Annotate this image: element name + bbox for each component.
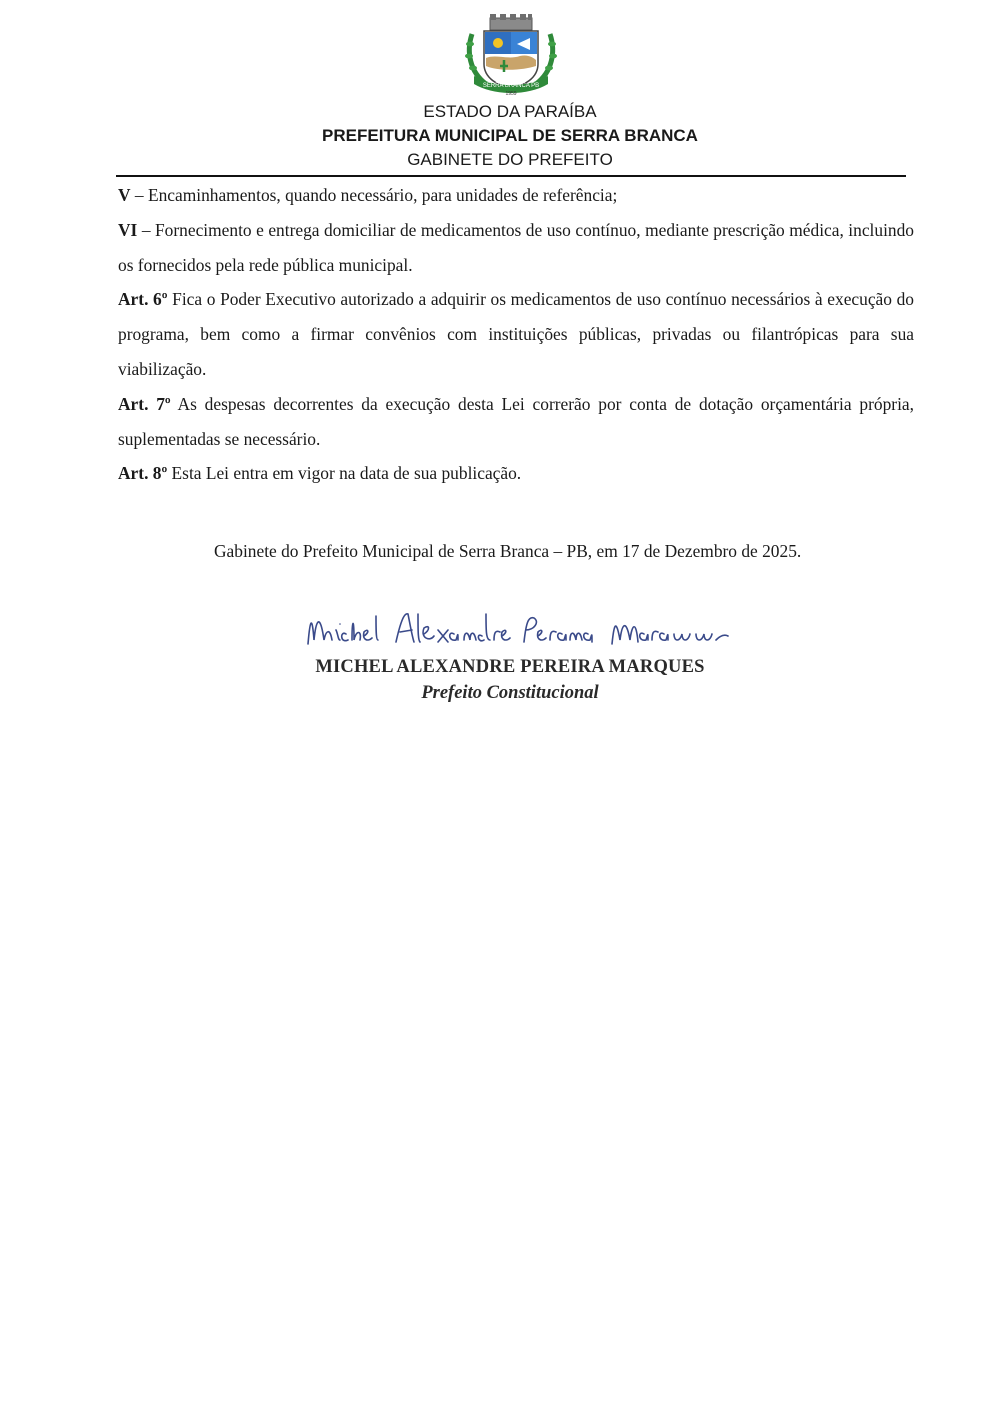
paragraph-item-vi (118, 213, 914, 283)
signatory-name: MICHEL ALEXANDRE PEREIRA MARQUES (315, 657, 705, 677)
signatory-title: Prefeito Constitucional (421, 683, 599, 703)
paragraph-lead: Art. 6º (118, 289, 168, 310)
header-prefecture: PREFEITURA MUNICIPAL DE SERRA BRANCA (322, 126, 698, 145)
paragraph-lead: VI (118, 219, 138, 240)
paragraph-item-v (118, 178, 914, 213)
paragraph-art-8 (118, 456, 914, 491)
closing-statement: Gabinete do Prefeito Municipal de Serra Branca – PB, em 17 de Dezembro de 2025. (214, 541, 802, 561)
handwritten-signature (300, 600, 740, 660)
paragraph-text: As despesas decorrentes da execução desta Lei correrão por conta de dotação orçamentária própria, suplementadas se necessário. (118, 393, 914, 449)
municipal-crest-logo (464, 14, 558, 96)
paragraph-text: – Encaminhamentos, quando necessário, para unidades de referência; (130, 185, 618, 205)
paragraph-art-7 (118, 387, 914, 457)
header-state: ESTADO DA PARAÍBA (423, 102, 597, 121)
paragraph-lead: V (118, 185, 131, 205)
document-body (118, 178, 914, 491)
crest-motto: SERRA BRANCA PB (482, 83, 540, 89)
header-divider (116, 175, 906, 177)
paragraph-art-6 (118, 282, 914, 386)
header-office: GABINETE DO PREFEITO (407, 150, 613, 169)
paragraph-text: Fica o Poder Executivo autorizado a adquirir os medicamentos de uso contínuo necessários à execução do programa, bem como a firmar convênios com instituições públicas, privadas ou filantrópicas para sua viabilização. (118, 289, 914, 379)
paragraph-lead: Art. 7º (118, 393, 171, 414)
crest-year: 1959 (505, 91, 517, 96)
paragraph-text: Esta Lei entra em vigor na data de sua publicação. (167, 463, 522, 484)
paragraph-lead: Art. 8º (118, 463, 168, 484)
paragraph-text: – Fornecimento e entrega domiciliar de medicamentos de uso contínuo, mediante prescrição médica, incluindo os fornecidos pela rede pública municipal. (118, 219, 914, 275)
